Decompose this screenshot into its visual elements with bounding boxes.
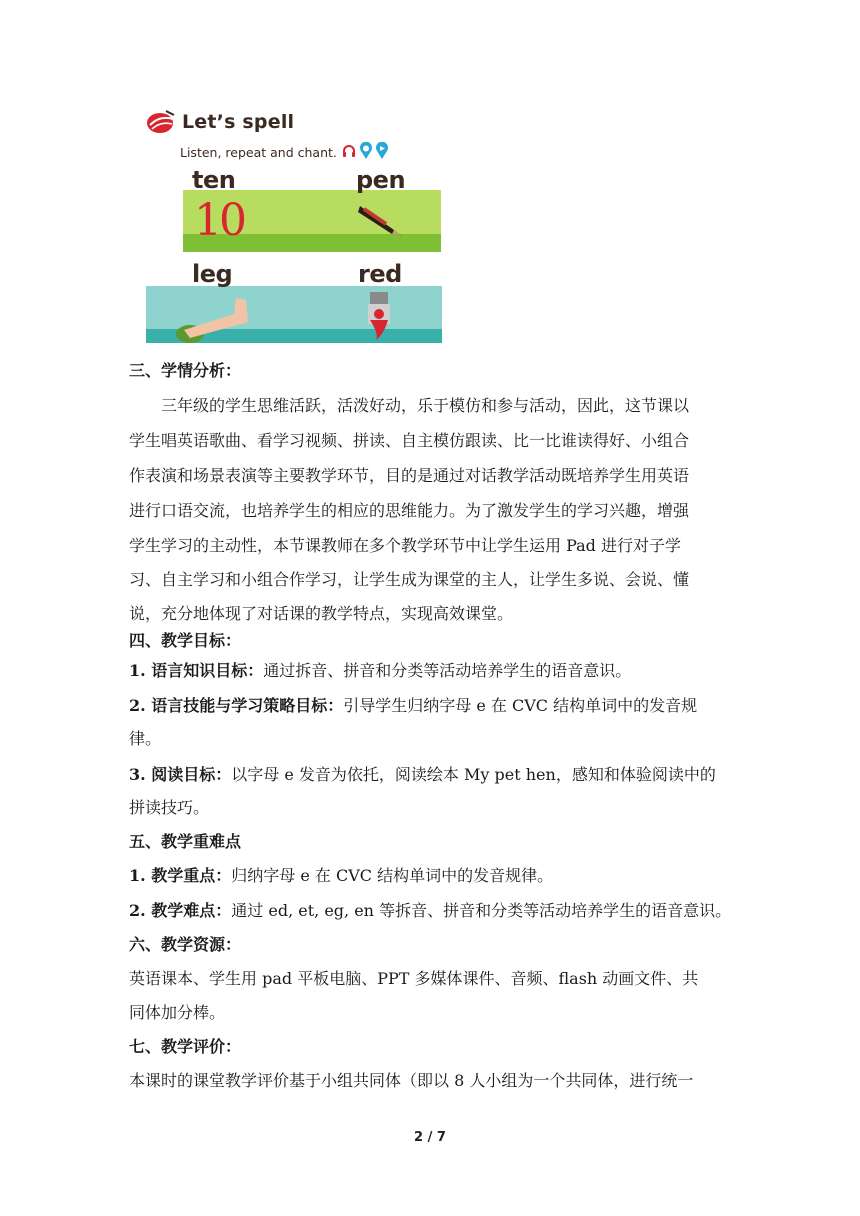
leg-icon	[174, 292, 252, 343]
objective-3-text: 以字母 e 发音为依托，阅读绘本 My pet hen，感知和体验阅读中的	[231, 765, 716, 784]
headphones-icon	[341, 143, 357, 162]
spell-logo-icon	[146, 109, 176, 135]
instruction-text: Listen, repeat and chant.	[180, 145, 337, 160]
section-4-heading: 四、教学目标：	[129, 631, 242, 650]
paragraph-line: 进行口语交流，也培养学生的相应的思维能力。为了激发学生的学习兴趣，增强	[129, 501, 690, 520]
lets-spell-header	[146, 108, 294, 136]
lets-spell-image	[140, 100, 442, 343]
word-pen: pen	[356, 166, 406, 194]
page-number: 2 / 7	[414, 1130, 446, 1145]
section-7-heading: 七、教学评价：	[129, 1037, 242, 1056]
paragraph-line: 同体加分棒。	[129, 1003, 226, 1022]
paragraph-line: 本课时的课堂教学评价基于小组共同体（即以 8 人小组为一个共同体，进行统一	[129, 1071, 694, 1090]
number-ten-graphic: 10	[194, 195, 244, 246]
word-ten: ten	[192, 166, 236, 194]
objective-3	[129, 764, 716, 786]
key-point	[129, 865, 553, 887]
paragraph-line: 英语课本、学生用 pad 平板电脑、PPT 多媒体课件、音频、flash 动画文件、共	[129, 969, 699, 988]
paragraph-line: 说，充分地体现了对话课的教学特点，实现高效课堂。	[129, 604, 514, 623]
section-6-heading: 六、教学资源：	[129, 935, 242, 954]
difficult-point	[129, 900, 731, 922]
pen-icon	[356, 200, 408, 244]
objective-2	[129, 695, 697, 717]
difficult-point-text: 通过 ed, et, eg, en 等拆音、拼音和分类等活动培养学生的语音意识。	[231, 901, 732, 920]
section-5-heading: 五、教学重难点	[129, 832, 242, 851]
word-red: red	[358, 260, 402, 288]
objective-2-lead: 2. 语言技能与学习策略目标：	[129, 696, 344, 715]
objective-1-lead: 1. 语言知识目标：	[129, 661, 264, 680]
audio-pin-icon	[359, 142, 373, 163]
difficult-point-lead: 2. 教学难点：	[129, 901, 232, 920]
objective-3-lead: 3. 阅读目标：	[129, 765, 232, 784]
paragraph-line: 学生学习的主动性，本节课教师在多个教学环节中让学生运用 Pad 进行对子学	[129, 536, 682, 555]
key-point-lead: 1. 教学重点：	[129, 866, 232, 885]
red-paint-icon	[362, 290, 396, 343]
section-3-heading: 三、学情分析：	[129, 361, 242, 380]
paragraph-line: 三年级的学生思维活跃，活泼好动，乐于模仿和参与活动，因此，这节课以	[161, 396, 690, 415]
paragraph-line: 习、自主学习和小组合作学习，让学生成为课堂的主人，让学生多说、会说、懂	[129, 570, 690, 589]
word-leg: leg	[192, 260, 233, 288]
objective-1-text: 通过拆音、拼音和分类等活动培养学生的语音意识。	[263, 661, 632, 680]
objective-3-cont: 拼读技巧。	[129, 798, 210, 817]
instruction-line	[180, 142, 389, 163]
paragraph-line: 作表演和场景表演等主要教学环节，目的是通过对话教学活动既培养学生用英语	[129, 466, 690, 485]
key-point-text: 归纳字母 e 在 CVC 结构单词中的发音规律。	[231, 866, 554, 885]
video-pin-icon	[375, 142, 389, 163]
objective-2-cont: 律。	[129, 729, 162, 748]
lets-spell-title: Let’s spell	[182, 111, 295, 133]
paragraph-line: 学生唱英语歌曲、看学习视频、拼读、自主模仿跟读、比一比谁读得好、小组合	[129, 431, 690, 450]
objective-2-text: 引导学生归纳字母 e 在 CVC 结构单词中的发音规	[343, 696, 698, 715]
objective-1	[129, 660, 631, 682]
